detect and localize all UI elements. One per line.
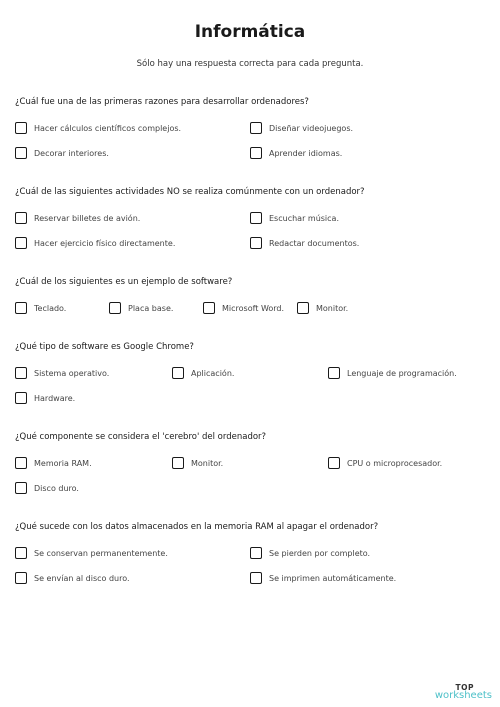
answer-label: Aprender idiomas. bbox=[269, 148, 343, 158]
answer-label: Decorar interiores. bbox=[34, 148, 109, 158]
checkbox[interactable] bbox=[328, 367, 340, 379]
checkbox[interactable] bbox=[15, 482, 27, 494]
answer-label: Se imprimen automáticamente. bbox=[269, 573, 397, 583]
answer-option[interactable] bbox=[15, 122, 181, 134]
question-5: ¿Qué componente se considera el 'cerebro' del ordenador? bbox=[15, 432, 267, 442]
answer-label: Sistema operativo. bbox=[34, 368, 110, 378]
checkbox[interactable] bbox=[109, 302, 121, 314]
checkbox[interactable] bbox=[15, 547, 27, 559]
answer-label: Placa base. bbox=[128, 303, 174, 313]
answer-label: Aplicación. bbox=[191, 368, 235, 378]
answer-option[interactable] bbox=[328, 367, 457, 379]
answer-label: Disco duro. bbox=[34, 483, 79, 493]
question-2: ¿Cuál de las siguientes actividades NO se realiza comúnmente con un ordenador? bbox=[15, 187, 365, 197]
checkbox[interactable] bbox=[15, 122, 27, 134]
answer-label: Se conservan permanentemente. bbox=[34, 548, 168, 558]
answer-option[interactable] bbox=[297, 302, 348, 314]
answer-label: Microsoft Word. bbox=[222, 303, 285, 313]
checkbox[interactable] bbox=[15, 237, 27, 249]
answer-option[interactable] bbox=[15, 147, 109, 159]
answer-option[interactable] bbox=[15, 212, 140, 224]
question-3: ¿Cuál de los siguientes es un ejemplo de software? bbox=[15, 277, 233, 287]
answer-label: CPU o microprocesador. bbox=[347, 458, 443, 468]
answer-option[interactable] bbox=[250, 237, 359, 249]
answer-option[interactable] bbox=[15, 547, 168, 559]
answer-label: Memoria RAM. bbox=[34, 458, 92, 468]
answer-label: Diseñar videojuegos. bbox=[269, 123, 354, 133]
question-6: ¿Qué sucede con los datos almacenados en la memoria RAM al apagar el ordenador? bbox=[15, 522, 379, 532]
checkbox[interactable] bbox=[250, 147, 262, 159]
checkbox[interactable] bbox=[15, 457, 27, 469]
answer-option[interactable] bbox=[15, 367, 109, 379]
answer-label: Se envían al disco duro. bbox=[34, 573, 130, 583]
checkbox[interactable] bbox=[250, 237, 262, 249]
answer-option[interactable] bbox=[15, 237, 175, 249]
answer-label: Escuchar música. bbox=[269, 213, 339, 223]
checkbox[interactable] bbox=[328, 457, 340, 469]
checkbox[interactable] bbox=[15, 147, 27, 159]
answer-option[interactable] bbox=[250, 122, 353, 134]
answer-label: Lenguaje de programación. bbox=[347, 368, 457, 378]
checkbox[interactable] bbox=[203, 302, 215, 314]
checkbox[interactable] bbox=[15, 367, 27, 379]
answer-option[interactable] bbox=[250, 212, 339, 224]
answer-label: Teclado. bbox=[34, 303, 67, 313]
logo-bottom-text: worksheets bbox=[434, 690, 492, 701]
answer-option[interactable] bbox=[203, 302, 284, 314]
answer-option[interactable] bbox=[109, 302, 173, 314]
answer-option[interactable] bbox=[15, 392, 75, 404]
checkbox[interactable] bbox=[15, 302, 27, 314]
checkbox[interactable] bbox=[297, 302, 309, 314]
answer-option[interactable] bbox=[15, 457, 92, 469]
question-1: ¿Cuál fue una de las primeras razones para desarrollar ordenadores? bbox=[15, 97, 309, 107]
checkbox[interactable] bbox=[15, 392, 27, 404]
answer-label: Hacer cálculos científicos complejos. bbox=[34, 123, 182, 133]
answer-label: Reservar billetes de avión. bbox=[34, 213, 141, 223]
answer-option[interactable] bbox=[15, 572, 130, 584]
question-4: ¿Qué tipo de software es Google Chrome? bbox=[15, 342, 194, 352]
answer-option[interactable] bbox=[15, 482, 79, 494]
answer-option[interactable] bbox=[250, 572, 396, 584]
answer-label: Hardware. bbox=[34, 393, 76, 403]
topworksheets-logo[interactable] bbox=[435, 684, 492, 702]
answer-option[interactable] bbox=[172, 367, 234, 379]
answer-option[interactable] bbox=[328, 457, 442, 469]
checkbox[interactable] bbox=[250, 547, 262, 559]
answer-label: Monitor. bbox=[316, 303, 349, 313]
answer-option[interactable] bbox=[250, 547, 370, 559]
checkbox[interactable] bbox=[250, 572, 262, 584]
answer-label: Redactar documentos. bbox=[269, 238, 360, 248]
logo-top-text: TOP bbox=[455, 682, 474, 692]
answer-option[interactable] bbox=[15, 302, 66, 314]
checkbox[interactable] bbox=[172, 457, 184, 469]
checkbox[interactable] bbox=[172, 367, 184, 379]
checkbox[interactable] bbox=[15, 212, 27, 224]
checkbox[interactable] bbox=[15, 572, 27, 584]
answer-label: Se pierden por completo. bbox=[269, 548, 371, 558]
answer-label: Hacer ejercicio físico directamente. bbox=[34, 238, 176, 248]
checkbox[interactable] bbox=[250, 122, 262, 134]
answer-label: Monitor. bbox=[191, 458, 224, 468]
page-title: Informática bbox=[194, 22, 306, 42]
page-subtitle: Sólo hay una respuesta correcta para cada pregunta. bbox=[136, 59, 364, 69]
answer-option[interactable] bbox=[172, 457, 223, 469]
answer-option[interactable] bbox=[250, 147, 342, 159]
checkbox[interactable] bbox=[250, 212, 262, 224]
